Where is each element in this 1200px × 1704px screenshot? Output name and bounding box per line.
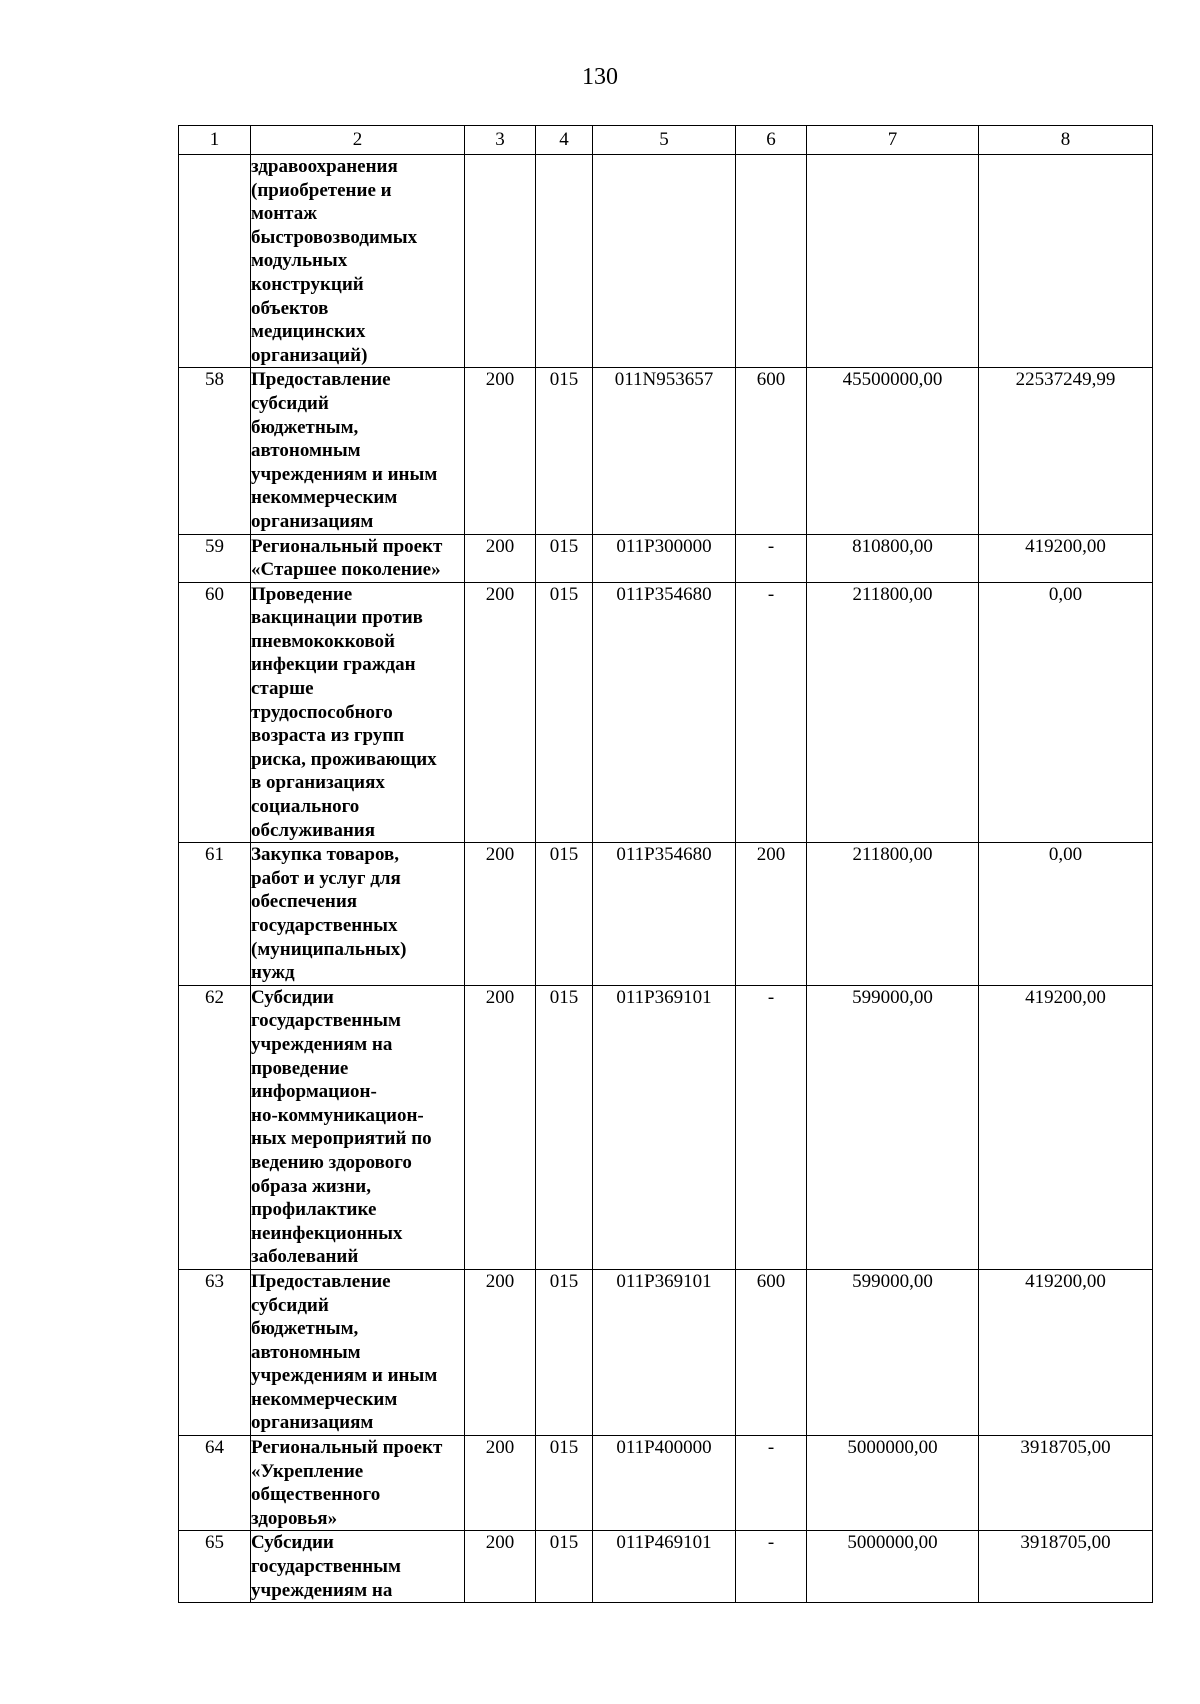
target-article-cell: 011P369101	[593, 1269, 736, 1435]
expense-type-cell: 600	[736, 368, 807, 534]
subsection-code-cell	[536, 155, 593, 368]
section-code-cell	[465, 155, 536, 368]
subsection-code-cell: 015	[536, 1531, 593, 1603]
table-row	[179, 843, 1153, 986]
table-row	[179, 368, 1153, 534]
target-article-cell: 011P400000	[593, 1436, 736, 1531]
table-body	[179, 155, 1153, 1603]
section-code-cell: 200	[465, 843, 536, 986]
expense-type-cell: 200	[736, 843, 807, 986]
target-article-cell: 011P469101	[593, 1531, 736, 1603]
expense-type-cell	[736, 155, 807, 368]
subsection-code-cell: 015	[536, 843, 593, 986]
row-number-cell: 65	[179, 1531, 251, 1603]
expense-type-cell: -	[736, 985, 807, 1269]
expense-type-cell: -	[736, 582, 807, 843]
budget-table	[178, 125, 1153, 1603]
subsection-code-cell: 015	[536, 1436, 593, 1531]
planned-amount-cell: 599000,00	[807, 1269, 979, 1435]
executed-amount-cell: 419200,00	[979, 1269, 1153, 1435]
executed-amount-cell	[979, 155, 1153, 368]
subsection-code-cell: 015	[536, 368, 593, 534]
target-article-cell: 011P369101	[593, 985, 736, 1269]
table-row	[179, 155, 1153, 368]
target-article-cell	[593, 155, 736, 368]
planned-amount-cell: 211800,00	[807, 582, 979, 843]
row-name-cell: Субсидии государственным учреждениям на	[251, 1531, 465, 1603]
column-header: 3	[465, 126, 536, 155]
row-number-cell: 59	[179, 534, 251, 582]
planned-amount-cell: 810800,00	[807, 534, 979, 582]
header-row	[179, 126, 1153, 155]
expense-type-cell: 600	[736, 1269, 807, 1435]
row-name-cell: Субсидии государственным учреждениям на проведение информацион- но-коммуникацион- ных мероприятий по ведению здорового образа жизни, профилактике неинфекционных заболеваний	[251, 985, 465, 1269]
section-code-cell: 200	[465, 582, 536, 843]
row-name-cell: Закупка товаров, работ и услуг для обеспечения государственных (муниципальных) нужд	[251, 843, 465, 986]
executed-amount-cell: 419200,00	[979, 534, 1153, 582]
subsection-code-cell: 015	[536, 582, 593, 843]
section-code-cell: 200	[465, 1531, 536, 1603]
column-header: 6	[736, 126, 807, 155]
planned-amount-cell	[807, 155, 979, 368]
planned-amount-cell: 5000000,00	[807, 1436, 979, 1531]
row-name-cell: Предоставление субсидий бюджетным, автономным учреждениям и иным некоммерческим организациям	[251, 1269, 465, 1435]
column-header: 7	[807, 126, 979, 155]
column-header: 5	[593, 126, 736, 155]
row-number-cell: 58	[179, 368, 251, 534]
column-header: 2	[251, 126, 465, 155]
column-header: 1	[179, 126, 251, 155]
executed-amount-cell: 3918705,00	[979, 1436, 1153, 1531]
executed-amount-cell: 0,00	[979, 582, 1153, 843]
section-code-cell: 200	[465, 1269, 536, 1435]
column-header: 4	[536, 126, 593, 155]
section-code-cell: 200	[465, 368, 536, 534]
row-number-cell: 60	[179, 582, 251, 843]
table-row	[179, 1269, 1153, 1435]
executed-amount-cell: 419200,00	[979, 985, 1153, 1269]
expense-type-cell: -	[736, 534, 807, 582]
section-code-cell: 200	[465, 534, 536, 582]
column-header: 8	[979, 126, 1153, 155]
row-name-cell: Региональный проект «Старшее поколение»	[251, 534, 465, 582]
section-code-cell: 200	[465, 1436, 536, 1531]
table-row	[179, 582, 1153, 843]
row-number-cell: 61	[179, 843, 251, 986]
table-row	[179, 985, 1153, 1269]
target-article-cell: 011N953657	[593, 368, 736, 534]
row-number-cell	[179, 155, 251, 368]
executed-amount-cell: 22537249,99	[979, 368, 1153, 534]
executed-amount-cell: 0,00	[979, 843, 1153, 986]
expense-type-cell: -	[736, 1436, 807, 1531]
row-number-cell: 63	[179, 1269, 251, 1435]
row-name-cell: Проведение вакцинации против пневмококковой инфекции граждан старше трудоспособного возраста из групп риска, проживающих в организациях социального обслуживания	[251, 582, 465, 843]
row-name-cell: Региональный проект «Укрепление общественного здоровья»	[251, 1436, 465, 1531]
planned-amount-cell: 5000000,00	[807, 1531, 979, 1603]
target-article-cell: 011P300000	[593, 534, 736, 582]
row-name-cell: Предоставление субсидий бюджетным, автономным учреждениям и иным некоммерческим организациям	[251, 368, 465, 534]
row-number-cell: 62	[179, 985, 251, 1269]
target-article-cell: 011P354680	[593, 582, 736, 843]
page-number: 130	[582, 64, 618, 90]
subsection-code-cell: 015	[536, 1269, 593, 1435]
subsection-code-cell: 015	[536, 985, 593, 1269]
planned-amount-cell: 599000,00	[807, 985, 979, 1269]
table-row	[179, 1436, 1153, 1531]
planned-amount-cell: 45500000,00	[807, 368, 979, 534]
executed-amount-cell: 3918705,00	[979, 1531, 1153, 1603]
table-row	[179, 534, 1153, 582]
row-name-cell: здравоохранения (приобретение и монтаж быстровозводимых модульных конструкций объектов медицинских организаций)	[251, 155, 465, 368]
expense-type-cell: -	[736, 1531, 807, 1603]
target-article-cell: 011P354680	[593, 843, 736, 986]
row-number-cell: 64	[179, 1436, 251, 1531]
subsection-code-cell: 015	[536, 534, 593, 582]
section-code-cell: 200	[465, 985, 536, 1269]
planned-amount-cell: 211800,00	[807, 843, 979, 986]
table-row	[179, 1531, 1153, 1603]
